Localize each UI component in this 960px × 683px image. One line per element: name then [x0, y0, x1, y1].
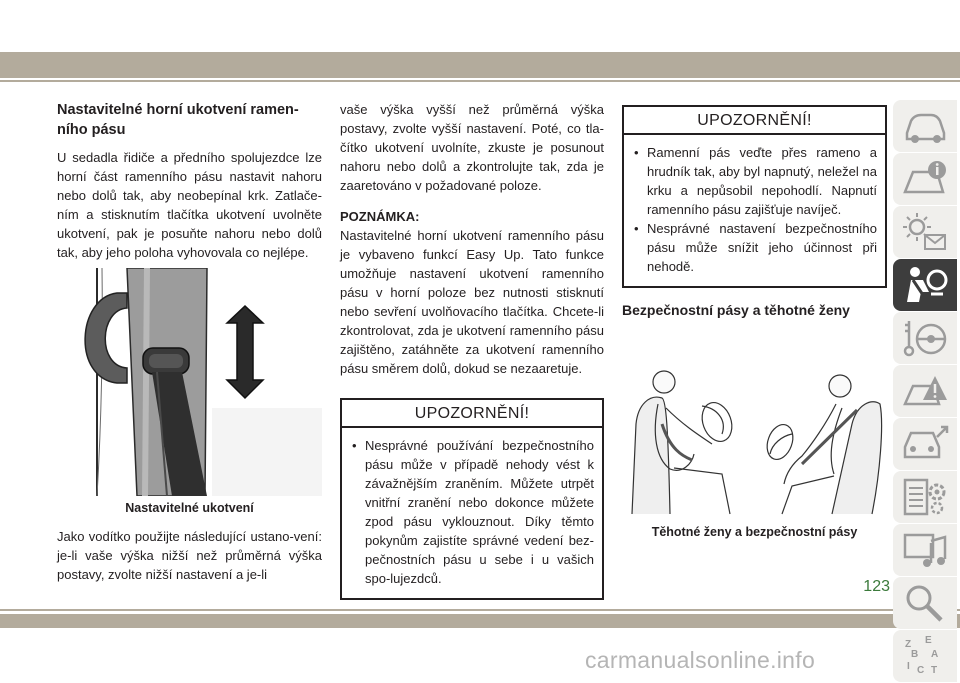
tab-specifications[interactable] [893, 471, 957, 523]
note-heading: POZNÁMKA: [340, 209, 420, 224]
section-heading-adjustable-anchor: Nastavitelné horní ukotvení ramen-ního pásu [57, 102, 299, 138]
multimedia-music-icon [901, 529, 949, 571]
warning-box-2 [622, 105, 887, 288]
top-band [0, 52, 960, 78]
seatbelt-anchor-illustration [57, 268, 322, 496]
tab-multimedia[interactable] [893, 524, 957, 576]
svg-text:E: E [925, 635, 932, 646]
dashboard-info-icon [901, 158, 949, 200]
search-index-icon [901, 582, 949, 624]
figure-caption: Nastavitelné ukotvení [125, 501, 254, 515]
column-2 [340, 100, 604, 600]
warning-item: • Nesprávné používání bezpečnostního pásu může v případě nehody vést k závažnějším zraněním. Můžete utrpět vnitřní zranění nebo dokonce můžete zpod pásu vyklouznout. Díky těmto pokynům zajistíte správné vedení bez-pečnostních pásu u sebe i u vašich spo-lujezdců. [352, 436, 594, 588]
warning-item: • Ramenní pás veďte přes rameno a hrudník tak, aby byl napnutý, neležel na krku a nepůsobil nepohodlí. Napnutí ramenního pásu zajišťuje navíječ. [634, 143, 877, 219]
warning-lights-message-icon [901, 211, 949, 253]
tab-servicing[interactable] [893, 418, 957, 470]
column-3 [622, 105, 887, 551]
svg-text:A: A [931, 649, 939, 660]
svg-text:C: C [917, 665, 925, 676]
warning-title: UPOZORNĚNÍ! [342, 400, 602, 428]
tab-dashboard[interactable] [893, 153, 957, 205]
figure-pregnant-women [622, 364, 887, 516]
tab-alphabetical-index[interactable] [893, 630, 957, 682]
car-icon [901, 105, 949, 147]
svg-text:T: T [931, 665, 938, 676]
svg-text:B: B [911, 649, 919, 660]
roadside-hazard-icon [901, 370, 949, 412]
note-text: Nastavitelné horní ukotvení ramenního pásu je vybaveno funkcí Easy Up. Tato funkce umožňuje nastavení ukotvení ramenního pásu v horní poloze bez nutnosti stisknutí nebo sevření uvolňovacího tlačítka. Chcete-li zkontrolovat, zda je ukotvení ramenního pásu zajištěno, zatáhněte za ukotvení ramenního pásu směrem dolů, dokud se nezaaretuje. [340, 228, 604, 376]
figure-caption: Těhotné ženy a bezpečnostní pásy [651, 525, 858, 539]
figure-adjustable-anchor [57, 268, 322, 496]
svg-text:Z: Z [905, 639, 912, 650]
tab-safety[interactable] [893, 259, 957, 311]
alphabet-index-icon [901, 635, 949, 677]
tab-emergency[interactable] [893, 365, 957, 417]
warning-item: • Nesprávné nastavení bezpečnostního pásu může snížit jeho účinnost při nehodě. [634, 219, 877, 276]
paragraph-adjust-instructions: U sedadla řidiče a předního spolujezdce lze horní část ramenního pásu nastavit nahoru nebo dolů tak, aby neobepínal krk. Zatlače-ním a stisknutím tlačítka ukotvení uvolněte ukotvení, pak je posuňte nahoru nebo dolů tak, aby jeho poloha vyhovovala co nejlépe. [57, 150, 322, 260]
car-service-icon [901, 423, 949, 465]
section-heading-pregnant: Bezpečnostní pásy a těhotné ženy [622, 302, 850, 318]
pregnant-seatbelt-illustration [622, 364, 887, 516]
watermark: carmanualsonline.info [585, 647, 816, 673]
steering-key-icon [901, 317, 949, 359]
svg-text:I: I [907, 661, 910, 672]
paragraph-guideline: Jako vodítko použijte následující ustano-vení: je-li vaše výška nižší než průměrná výška postavy, zvolte nižší nastavení a je-li [57, 529, 322, 582]
page-number: 123 [863, 578, 890, 595]
tab-warning-lights[interactable] [893, 206, 957, 258]
tab-car[interactable] [893, 100, 957, 152]
warning-box-1 [340, 398, 604, 600]
bottom-band [0, 614, 960, 628]
warning-title: UPOZORNĚNÍ! [624, 107, 885, 135]
paragraph-continuation: vaše výška vyšší než průměrná výška postavy, zvolte vyšší nastavení. Poté, co tla-čítko ukotvení uvolníte, zkuste je posunout nahoru nebo dolů a zkontrolujte tak, zda je zaaretováno v požadované poloze. [340, 102, 604, 193]
column-1 [57, 100, 322, 584]
tab-starting-operating[interactable] [893, 312, 957, 364]
specifications-gear-icon [901, 476, 949, 518]
chapter-tabs [893, 100, 960, 683]
tab-index-search[interactable] [893, 577, 957, 629]
seatbelt-airbag-icon [901, 264, 949, 306]
